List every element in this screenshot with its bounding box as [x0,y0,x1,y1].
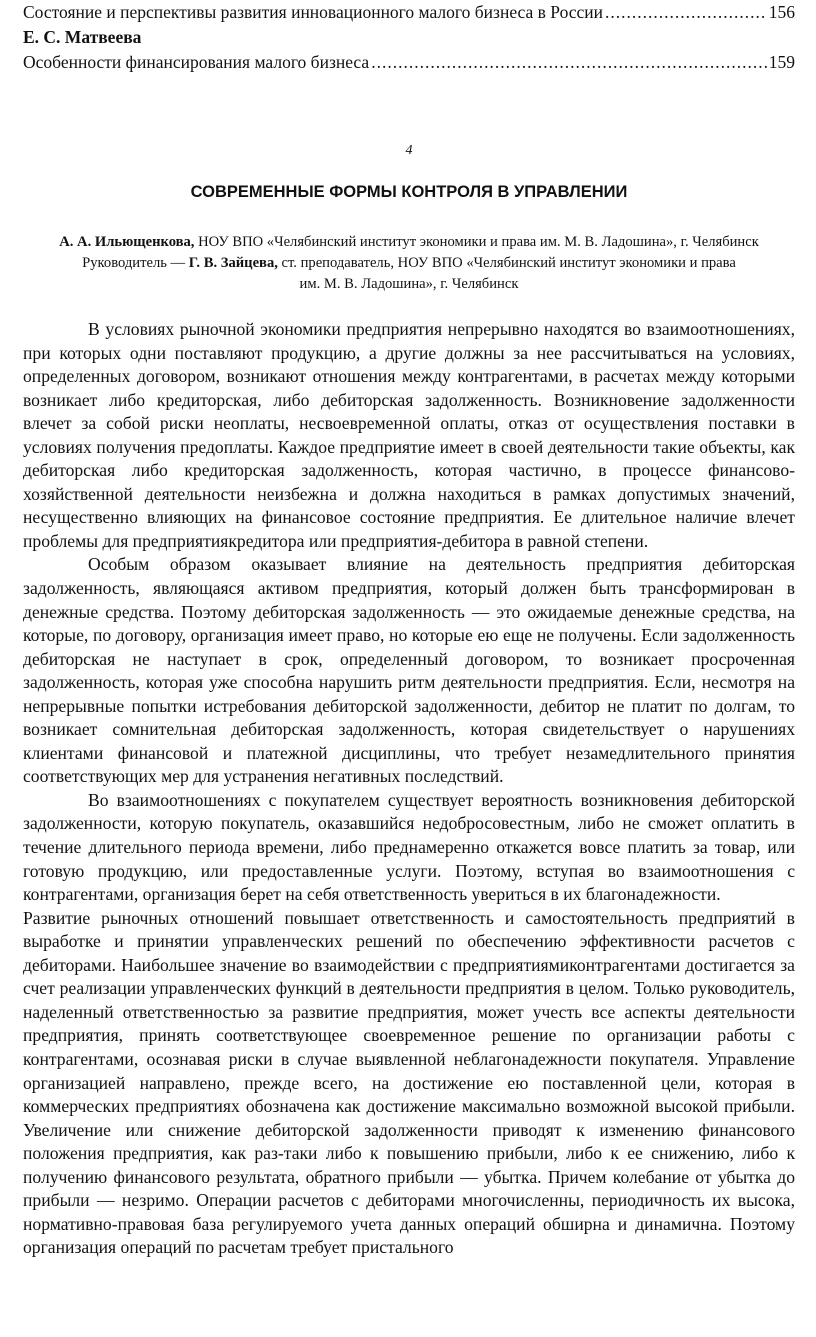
supervisor-affiliation: ст. преподаватель, НОУ ВПО «Челябинский институт экономики и права [277,255,736,271]
toc-leader-dots [605,0,767,24]
toc-entry[interactable] [23,50,795,74]
paragraph: В условиях рыночной экономики предприятия непрерывно находятся во взаимоотношениях, при которых одни поставляют продукцию, а другие должны за нее рассчитываться на условиях, определенных договором, возникают отношения между контрагентами, в расчетах между которыми возникает либо кредиторская, либо дебиторская задолженность. Возникновение задолженности влечет за собой риски неоплаты, несвоевременной оплаты, отказ от осуществления поставки в условиях получения предоплаты. Каждое предприятие имеет в своей деятельности такие объекты, как дебиторская либо кредиторская задолженность, которая частично, в процессе финансово-хозяйственной деятельности неизбежна и должна находиться в рамках допустимых значений, несущественно влияющих на финансовое состояние предприятия. Ее длительное наличие влечет проблемы для предприятиякредитора или предприятия-дебитора в равной степени. [23,319,795,551]
author-line [23,232,795,253]
page-number: 4 [405,143,413,158]
paragraph: Развитие рыночных отношений повышает ответственность и самостоятельность предприятий в выработке и принятии управленческих решений по обеспечению эффективности расчетов с дебиторами. Наибольшее значение во взаимодействии с предприятиямиконтрагентами достигается за счет реализации управленческих функций в деятельности предприятия в целом. Только руководитель, наделенный ответственностью за развитие предприятия, может учесть все аспекты деятельности предприятия, принять соответствующее своевременное решение по организации работы с контрагентами, осознавая риски в случае выявленной неблагонадежности покупателя. Управление организацией направлено, прежде всего, на достижение ею поставленной цели, которая в коммерческих предприятиях обозначена как достижение максимально возможной высокой прибыли. Увеличение или снижение дебиторской задолженности приводят к изменению финансового положения предприятия, как раз-таки либо к повышению прибыли, либо к ее снижению, либо к получению финансового результата, обратного прибыли — убытка. Причем колебание от убытка до прибыли — незримо. Операции расчетов с дебиторами многочисленны, периодичность их высока, нормативно-правовая база регулируемого учета данных операций обширна и динамична. Поэтому организация операций по расчетам требует пристального [23,907,795,1258]
paragraph: Особым образом оказывает влияние на деятельность предприятия дебиторская задолженность, являющаяся активом предприятия, который должен быть трансформирован в денежные средства. Поэтому дебиторская задолженность — это ожидаемые денежные средства, на которые, по договору, организация имеет право, но которые ею еще не получены. Если задолженность дебиторская не наступает в срок, определенный договором, то возникает просроченная задолженность, которая уже способна нарушить ритм деятельности предприятия. Если, несмотря на непрерывные попытки истребования дебиторской задолженности, дебитор не платит по долгам, то возникает сомнительная дебиторская задолженность, которая свидетельствует о нарушениях клиентами финансовой и платежной дисциплины, что требует незамедлительного принятия соответствующих мер для устранения негативных последствий. [23,554,795,787]
article-body [23,318,795,1260]
supervisor-prefix: Руководитель — [82,255,189,271]
toc-entry-page: 159 [768,52,795,72]
article-title: СОВРЕМЕННЫЕ ФОРМЫ КОНТРОЛЯ В УПРАВЛЕНИИ [190,183,628,201]
paragraph: Во взаимоотношениях с покупателем существует вероятность возникновения дебиторской задолженности, которую покупатель, оказавшийся недобросовестным, либо не сможет оплатить в течение длительного периода времени, либо преднамеренно откажется вовсе платить за товар, или готовую продукцию, или предоставленные услуги. Поэтому, вступая во взаимоотношения с контрагентами, организация берет на себя ответственность увериться в их благонадежности. [23,789,795,905]
supervisor-line [23,253,795,274]
toc-entry-page: 156 [768,2,795,22]
toc-leader-dots [371,50,767,74]
author-name: А. А. Ильющенкова, [59,234,195,250]
supervisor-name: Г. В. Зайцева, [188,255,278,271]
author-affiliation: НОУ ВПО «Челябинский институт экономики и права им. М. В. Ладошина», г. Челябинск [194,234,759,250]
toc-entry-title: Особенности финансирования малого бизнеса [23,52,370,72]
toc-author: Е. С. Матвеева [23,27,142,47]
author-block [23,232,795,295]
toc-entry[interactable] [23,0,795,24]
toc-entry-title: Состояние и перспективы развития инновационного малого бизнеса в России [23,2,604,22]
supervisor-affiliation-cont: им. М. В. Ладошина», г. Челябинск [299,276,519,292]
